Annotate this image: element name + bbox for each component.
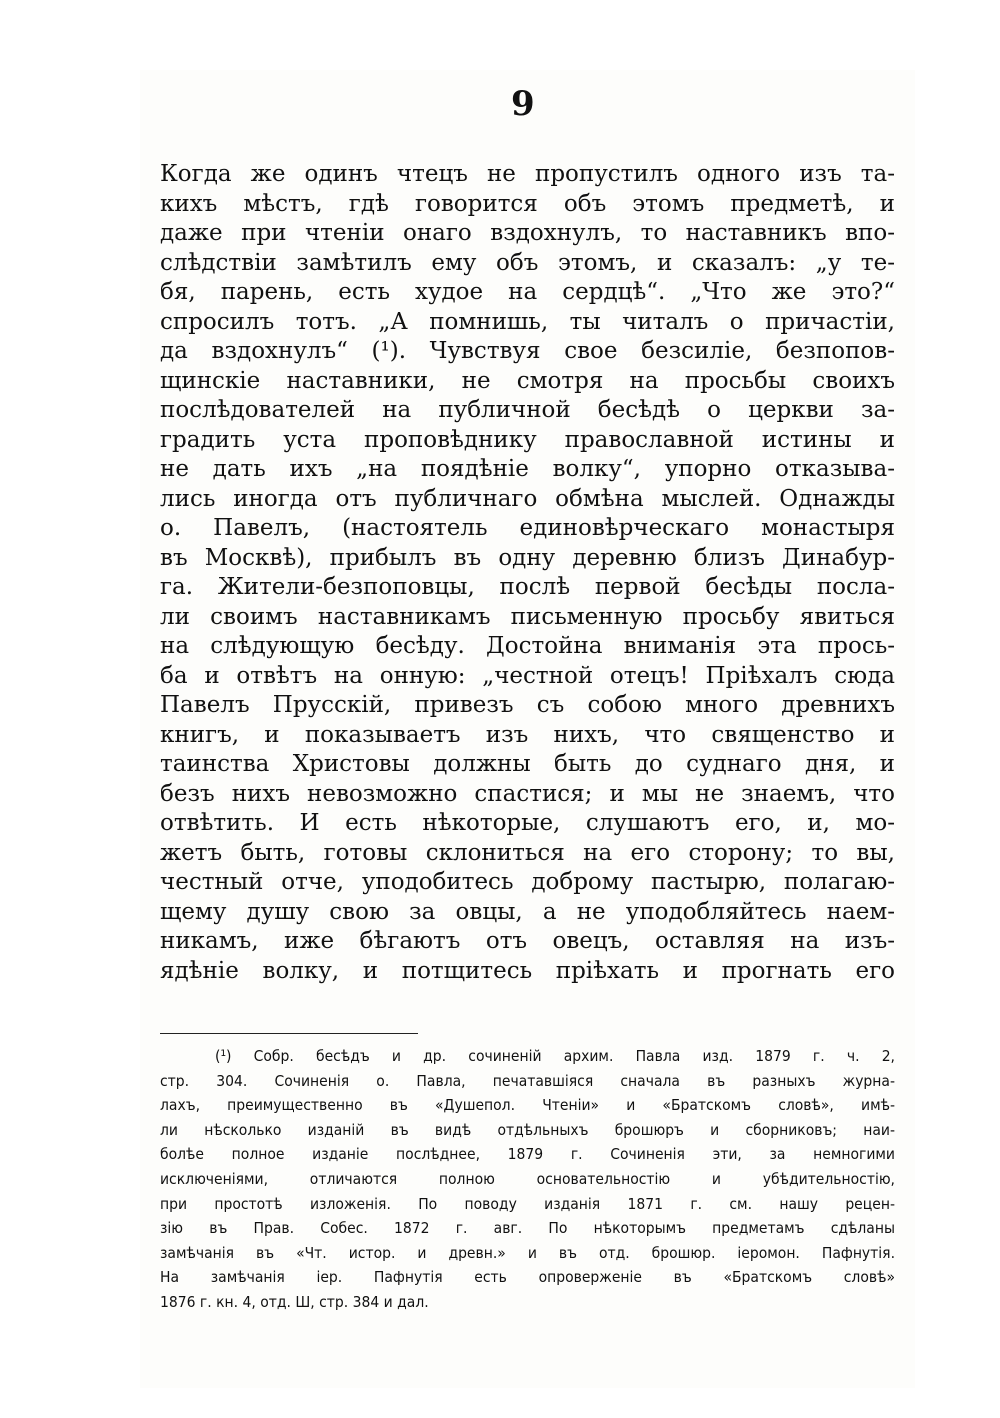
footnote-line: лахъ, преимущественно въ «Душепол. Чтеніи» и «Братскомъ словѣ», имѣ- [160, 1096, 895, 1115]
footnote-line: болѣе полное изданіе послѣднее, 1879 г. Сочиненія эти, за немногими [160, 1145, 895, 1164]
footnote-divider [160, 1033, 418, 1034]
footnote-line: (¹) Собр. бесѣдъ и др. сочиненій архим. Павла изд. 1879 г. ч. 2, [215, 1047, 895, 1065]
text-line: щинскіе наставники, не смотря на просьбы своихъ [160, 367, 895, 394]
text-line: ядѣніе волку, и потщитесь пріѣхать и прогнать его [160, 957, 895, 984]
text-line: слѣдствіи замѣтилъ ему объ этомъ, и сказалъ: „у те- [160, 249, 895, 276]
text-line: лись иногда отъ публичнаго обмѣна мыслей. Однажды [160, 485, 895, 512]
text-line: ли своимъ наставникамъ письменную просьбу явиться [160, 603, 895, 630]
footnote-block [160, 1044, 895, 1315]
text-line: щему душу свою за овцы, а не уподобляйтесь наем- [160, 898, 895, 925]
text-line: ба и отвѣтъ на онную: „честной отецъ! Пріѣхалъ сюда [160, 662, 895, 689]
text-line: спросилъ тотъ. „А помнишь, ты читалъ о причастіи, [160, 308, 895, 335]
text-line: бя, парень, есть худое на сердцѣ“. „Что же это?“ [160, 279, 895, 305]
text-line: Павелъ Прусскій, привезъ съ собою много древнихъ [160, 692, 895, 718]
text-line: кихъ мѣстъ, гдѣ говорится объ этомъ предметѣ, и [160, 190, 895, 217]
footnote-line: 1876 г. кн. 4, отд. Ш, стр. 384 и дал. [160, 1292, 429, 1311]
text-line: не дать ихъ „на поядѣніе волку“, упорно отказыва- [160, 456, 895, 482]
text-line: о. Павелъ, (настоятель единовѣрческаго монастыря [160, 515, 895, 541]
text-line: даже при чтеніи онаго вздохнулъ, то наставникъ впо- [160, 220, 895, 246]
text-line: никамъ, иже бѣгаютъ отъ овецъ, оставляя на изъ- [160, 928, 895, 954]
footnote-line: ли нѣсколько изданій въ видѣ отдѣльныхъ брошюръ и сборниковъ; наи- [160, 1120, 895, 1139]
footnote-line: при простотѣ изложенія. По поводу изданія 1871 г. см. нашу рецен- [160, 1194, 895, 1213]
page-number: 9 [511, 84, 535, 124]
text-line: отвѣтить. И есть нѣкоторые, слушаютъ его, и, мо- [160, 810, 895, 836]
text-line: въ Москвѣ), прибылъ въ одну деревню близъ Динабур- [160, 544, 895, 571]
text-line: жетъ быть, готовы склониться на его сторону; то вы, [160, 839, 895, 866]
footnote-line: стр. 304. Сочиненія о. Павла, печатавшіяся сначала въ разныхъ журна- [160, 1071, 895, 1090]
main-text-block [160, 160, 895, 986]
text-line: га. Жители-безпоповцы, послѣ первой бесѣды посла- [160, 574, 895, 600]
footnote-line: На замѣчанія іер. Пафнутія есть опроверженіе въ «Братскомъ словѣ» [160, 1268, 895, 1287]
footnote-line: исключеніями, отличаются полною основательностію и убѣдительностію, [160, 1169, 895, 1188]
text-line: послѣдователей на публичной бесѣдѣ о церкви за- [160, 397, 895, 423]
text-line: таинства Христовы должны быть до суднаго дня, и [160, 751, 895, 777]
text-line: градить уста проповѣднику православной истины и [160, 426, 895, 453]
text-line: Когда же одинъ чтецъ не пропустилъ одного изъ та- [160, 161, 895, 187]
text-line: книгъ, и показываетъ изъ нихъ, что священство и [160, 721, 895, 748]
text-line: на слѣдующую бесѣду. Достойна вниманія эта прось- [160, 633, 895, 659]
footnote-line: замѣчанія въ «Чт. истор. и древн.» и въ отд. брошюр. іеромон. Пафнутія. [160, 1243, 895, 1262]
text-line: безъ нихъ невозможно спастися; и мы не знаемъ, что [160, 780, 895, 807]
footnote-line: зію въ Прав. Собес. 1872 г. авг. По нѣкоторымъ предметамъ сдѣланы [160, 1219, 895, 1238]
text-line: да вздохнулъ“ (¹). Чувствуя свое безсиліе, безпопов- [160, 338, 895, 364]
text-line: честный отче, уподобитесь доброму пастырю, полагаю- [160, 869, 895, 895]
